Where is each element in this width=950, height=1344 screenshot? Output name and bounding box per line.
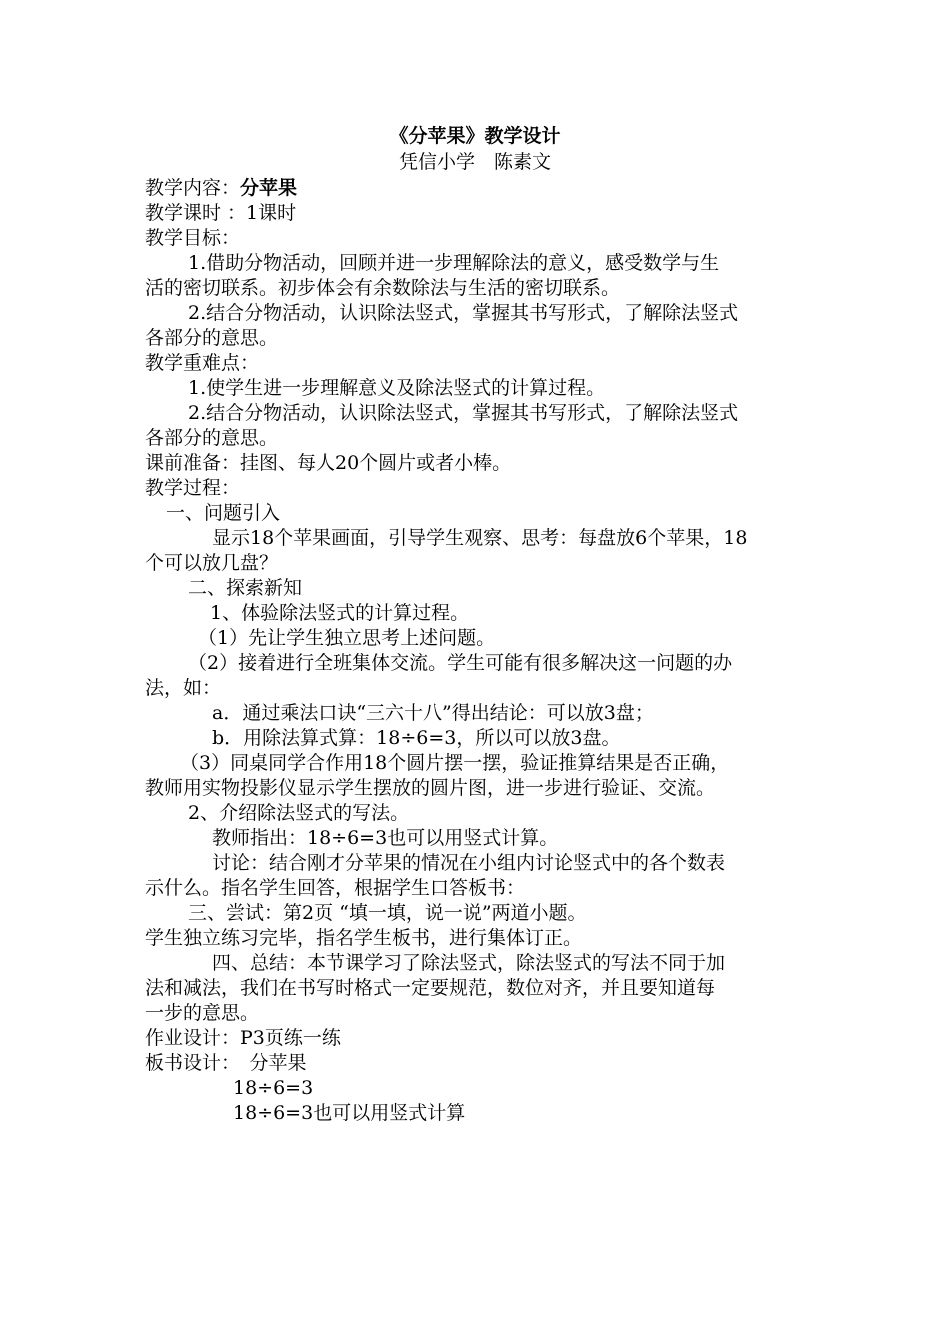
subsection-1-heading: 1、体验除法竖式的计算过程。 — [210, 602, 470, 624]
section-3-heading: 三、尝试：第2页 “填一填，说一说”两道小题。 — [188, 902, 587, 924]
section-1-heading: 一、问题引入 — [166, 502, 281, 524]
board-note: 18÷6=3也可以用竖式计算 — [233, 1102, 466, 1124]
document-author: 凭信小学 陈素文 — [398, 151, 551, 173]
step-2-option-b: b．用除法算式算：18÷6=3，所以可以放3盘。 — [212, 727, 621, 749]
section-1-text-line-1: 显示18个苹果画面，引导学生观察、思考：每盘放6个苹果，18 — [212, 527, 748, 549]
process-heading: 教学过程： — [145, 477, 241, 499]
preparation-line: 课前准备：挂图、每人20个圆片或者小棒。 — [145, 452, 512, 474]
section-4-line-3: 一步的意思。 — [145, 1002, 260, 1024]
teacher-note: 教师指出：18÷6=3也可以用竖式计算。 — [212, 827, 559, 849]
objective-1-line-1: 1.借助分物活动，回顾并进一步理解除法的意义，感受数学与生 — [188, 252, 720, 274]
key-point-1: 1.使学生进一步理解意义及除法竖式的计算过程。 — [188, 377, 606, 399]
content-label: 教学内容： — [145, 177, 241, 199]
objective-1-line-2: 活的密切联系。初步体会有余数除法与生活的密切联系。 — [145, 277, 621, 299]
homework-line: 作业设计：P3页练一练 — [145, 1027, 341, 1049]
discussion-line-1: 讨论：结合刚才分苹果的情况在小组内讨论竖式中的各个数表 — [212, 852, 726, 874]
board-equation: 18÷6=3 — [233, 1077, 314, 1099]
objective-2-line-1: 2.结合分物活动，认识除法竖式，掌握其书写形式，了解除法竖式 — [188, 302, 739, 324]
class-hours-line: 教学课时 ：1课时 — [145, 202, 297, 224]
section-1-text-line-2: 个可以放几盘？ — [145, 552, 279, 574]
document-title: 《分苹果》教学设计 — [389, 125, 561, 147]
step-2-text-line-1: （2）接着进行全班集体交流。学生可能有很多解决这一问题的办 — [188, 652, 733, 674]
key-points-heading: 教学重难点： — [145, 352, 260, 374]
key-point-2-line-2: 各部分的意思。 — [145, 427, 279, 449]
objective-2-line-2: 各部分的意思。 — [145, 327, 279, 349]
section-4-line-1: 四、总结：本节课学习了除法竖式，除法竖式的写法不同于加 — [212, 952, 726, 974]
section-4-line-2: 法和减法，我们在书写时格式一定要规范，数位对齐，并且要知道每 — [145, 977, 716, 999]
subsection-2-heading: 2、介绍除法竖式的写法。 — [188, 802, 410, 824]
board-design-line: 板书设计： 分苹果 — [145, 1052, 307, 1074]
step-3-text-line-1: （3）同桌同学合作用18个圆片摆一摆，验证推算结果是否正确， — [180, 752, 730, 774]
discussion-line-2: 示什么。指名学生回答，根据学生口答板书： — [145, 877, 526, 899]
section-3-text: 学生独立练习完毕，指名学生板书，进行集体订正。 — [145, 927, 583, 949]
content-value: 分苹果 — [240, 177, 298, 199]
step-1-text: （1）先让学生独立思考上述问题。 — [198, 627, 496, 649]
key-point-2-line-1: 2.结合分物活动，认识除法竖式，掌握其书写形式，了解除法竖式 — [188, 402, 739, 424]
step-3-text-line-2: 教师用实物投影仪显示学生摆放的圆片图，进一步进行验证、交流。 — [145, 777, 716, 799]
step-2-text-line-2: 法，如： — [145, 677, 222, 699]
section-2-heading: 二、探索新知 — [188, 577, 303, 599]
content-line — [145, 176, 297, 201]
objectives-heading: 教学目标： — [145, 227, 241, 249]
step-2-option-a: a．通过乘法口诀“三六十八”得出结论：可以放3盘； — [212, 702, 654, 724]
